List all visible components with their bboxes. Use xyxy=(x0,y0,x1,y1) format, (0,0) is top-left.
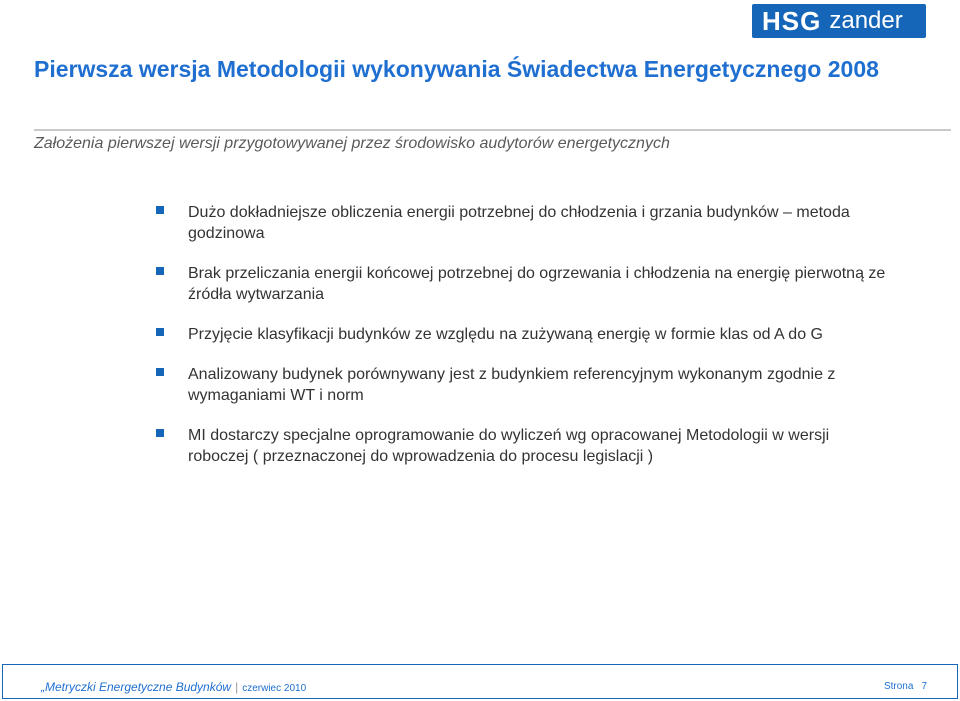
footer-date: czerwiec 2010 xyxy=(242,683,307,694)
title-divider xyxy=(34,129,951,131)
slide-footer xyxy=(2,664,958,699)
slide-subtitle: Założenia pierwszej wersji przygotowywanej przez środowisko audytorów energetycznych xyxy=(34,135,670,152)
square-bullet-icon xyxy=(156,267,164,275)
footer-page-label: Strona xyxy=(883,681,914,692)
footer-separator: | xyxy=(235,680,239,694)
hsg-zander-logo xyxy=(752,4,926,38)
bullet-text: MI dostarczy specjalne oprogramowanie do wyliczeń wg opracowanej Metodologii w wersji roboczej ( przeznaczonej do wprowadzenia do procesu legislacji ) xyxy=(188,427,830,465)
square-bullet-icon xyxy=(156,368,164,376)
bullet-text: Przyjęcie klasyfikacji budynków ze względu na zużywaną energię w formie klas od A do G xyxy=(188,326,823,343)
bullet-text: Brak przeliczania energii końcowej potrzebnej do ogrzewania i chłodzenia na energię pierwotną ze źródła wytwarzania xyxy=(188,265,886,303)
square-bullet-icon xyxy=(156,328,164,336)
bullet-text: Analizowany budynek porównywany jest z budynkiem referencyjnym wykonanym zgodnie z wymaganiami WT i norm xyxy=(188,366,836,404)
footer-page-number: 7 xyxy=(921,681,927,692)
bullet-list xyxy=(154,202,894,486)
logo-hsg-text: HSG xyxy=(762,5,822,36)
slide-title: Pierwsza wersja Metodologii wykonywania Świadectwa Energetycznego 2008 xyxy=(34,56,879,82)
bullet-item xyxy=(154,324,894,345)
bullet-item xyxy=(154,202,894,244)
square-bullet-icon xyxy=(156,206,164,214)
bullet-item xyxy=(154,425,894,467)
footer-page-info xyxy=(884,681,927,692)
square-bullet-icon xyxy=(156,429,164,437)
bullet-item xyxy=(154,364,894,406)
logo-zander-text: zander xyxy=(829,7,903,34)
footer-document-title: „Metryczki Energetyczne Budynków xyxy=(41,680,232,694)
bullet-text: Dużo dokładniejsze obliczenia energii potrzebnej do chłodzenia i grzania budynków – metoda godzinowa xyxy=(188,204,850,242)
bullet-item xyxy=(154,263,894,305)
footer-document-info xyxy=(41,680,306,694)
